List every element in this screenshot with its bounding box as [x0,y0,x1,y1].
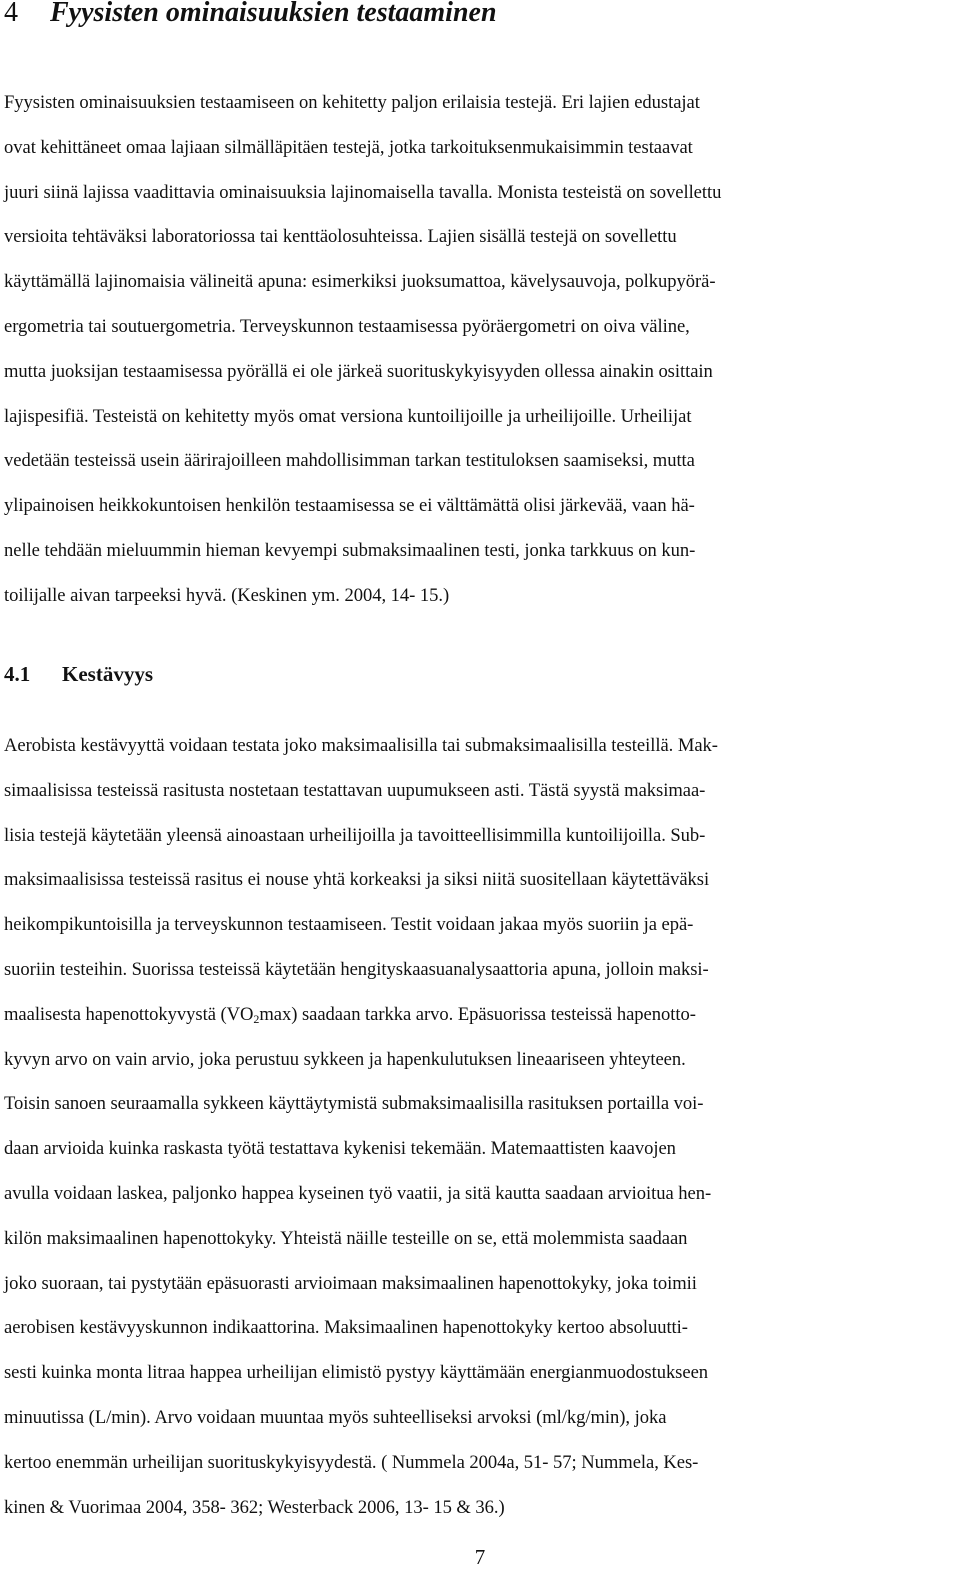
vo2-subscript: 2 [253,1011,260,1026]
chapter-title: Fyysisten ominaisuuksien testaaminen [50,0,497,28]
section-title: Kestävyys [62,662,153,686]
paragraph-line-vo2 [4,993,954,1038]
paragraph-line: lajispesifiä. Testeistä on kehitetty myös omat versiona kuntoilijoille ja urheilijoille. Urheilijat [4,405,692,427]
paragraph-line: kinen & Vuorimaa 2004, 358- 362; Westerback 2006, 13- 15 & 36.) [4,1496,505,1518]
paragraph-line: daan arvioida kuinka raskasta työtä testattava kykenisi tekemään. Matemaattisten kaavojen [4,1138,676,1160]
paragraph-line: minuutissa (L/min). Arvo voidaan muuntaa myös suhteelliseksi arvoksi (ml/kg/min), joka [4,1406,667,1428]
paragraph-line: kertoo enemmän urheilijan suorituskykyisyydestä. ( Nummela 2004a, 51- 57; Nummela, Kes- [4,1451,699,1473]
page-number: 7 [474,1545,486,1569]
vo2-text-after: max) saadaan tarkka arvo. Epäsuorissa testeissä hapenotto- [259,1003,696,1025]
paragraph-line: ergometria tai soutuergometria. Terveyskunnon testaamisessa pyöräergometri on oiva väline, [4,315,690,337]
paragraph-line: suoriin testeihin. Suorissa testeissä käytetään hengityskaasuanalysaattoria apuna, jolloin maksi- [4,958,709,980]
paragraph-line: maksimaalisissa testeissä rasitus ei nouse yhtä korkeaksi ja siksi niitä suositellaan käytettäväksi [4,869,710,891]
paragraph-line: käyttämällä lajinomaisia välineitä apuna: esimerkiksi juoksumattoa, kävelysauvoja, polkupyörä- [4,271,716,293]
vo2-text-before: maalisesta hapenottokyvystä (VO [4,1003,254,1025]
section-number: 4.1 [4,662,31,686]
paragraph-line: versioita tehtäväksi laboratoriossa tai kenttäolosuhteissa. Lajien sisällä testejä on sovellettu [4,226,677,248]
paragraph-line: ovat kehittäneet omaa lajiaan silmälläpitäen testejä, jotka tarkoituksenmukaisimmin testaavat [4,136,693,158]
paragraph-line: vedetään testeissä usein äärirajoilleen mahdollisimman tarkan testituloksen saamiseksi, mutta [4,450,695,472]
paragraph-line: simaalisissa testeissä rasitusta nostetaan testattavan uupumukseen asti. Tästä syystä maksimaa- [4,779,706,801]
intro-paragraph [4,81,954,619]
paragraph-line: toilijalle aivan tarpeeksi hyvä. (Keskinen ym. 2004, 14- 15.) [4,584,450,606]
paragraph-line: nelle tehdään mieluummin hieman kevyempi submaksimaalinen testi, jonka tarkkuus on kun- [4,539,696,561]
section-heading [4,661,153,687]
paragraph-line: kilön maksimaalinen hapenottokyky. Yhteistä näille testeille on se, että molemmista saadaan [4,1227,688,1249]
paragraph-line: sesti kuinka monta litraa happea urheilijan elimistö pystyy käyttämään energianmuodostukseen [4,1362,709,1384]
paragraph-line: Fyysisten ominaisuuksien testaamiseen on kehitetty paljon erilaisia testejä. Eri lajien edustajat [4,92,700,113]
paragraph-line: kyvyn arvo on vain arvio, joka perustuu sykkeen ja hapenkulutuksen lineaariseen yhteyteen. [4,1048,686,1070]
paragraph-line: Aerobista kestävyyttä voidaan testata joko maksimaalisilla tai submaksimaalisilla testeillä. Mak- [4,735,718,756]
paragraph-line: joko suoraan, tai pystytään epäsuorasti arvioimaan maksimaalinen hapenottokyky, joka toimii [4,1272,697,1294]
chapter-heading [4,0,497,26]
paragraph-line: ylipainoisen heikkokuntoisen henkilön testaamisessa se ei välttämättä olisi järkevää, vaan hä- [4,495,695,517]
paragraph-line: heikompikuntoisilla ja terveyskunnon testaamiseen. Testit voidaan jakaa myös suoriin ja epä- [4,914,694,936]
paragraph-line: aerobisen kestävyyskunnon indikaattorina. Maksimaalinen hapenottokyky kertoo absoluutti- [4,1317,688,1339]
paragraph-line: avulla voidaan laskea, paljonko happea kyseinen työ vaatii, ja sitä kautta saadaan arvioitua hen- [4,1182,712,1204]
paragraph-line: Toisin sanoen seuraamalla sykkeen käyttäytymistä submaksimaalisilla rasituksen portailla voi- [4,1093,704,1115]
endurance-paragraph [4,724,954,1530]
paragraph-line: lisia testejä käytetään yleensä ainoastaan urheilijoilla ja tavoitteellisimmilla kuntoilijoilla. Sub- [4,824,706,846]
paragraph-line: juuri siinä lajissa vaadittavia ominaisuuksia lajinomaisella tavalla. Monista testeistä on sovellettu [4,181,722,203]
chapter-number: 4 [4,0,18,28]
paragraph-line: mutta juoksijan testaamisessa pyörällä ei ole järkeä suorituskykyisyyden ollessa ainakin osittain [4,360,713,382]
